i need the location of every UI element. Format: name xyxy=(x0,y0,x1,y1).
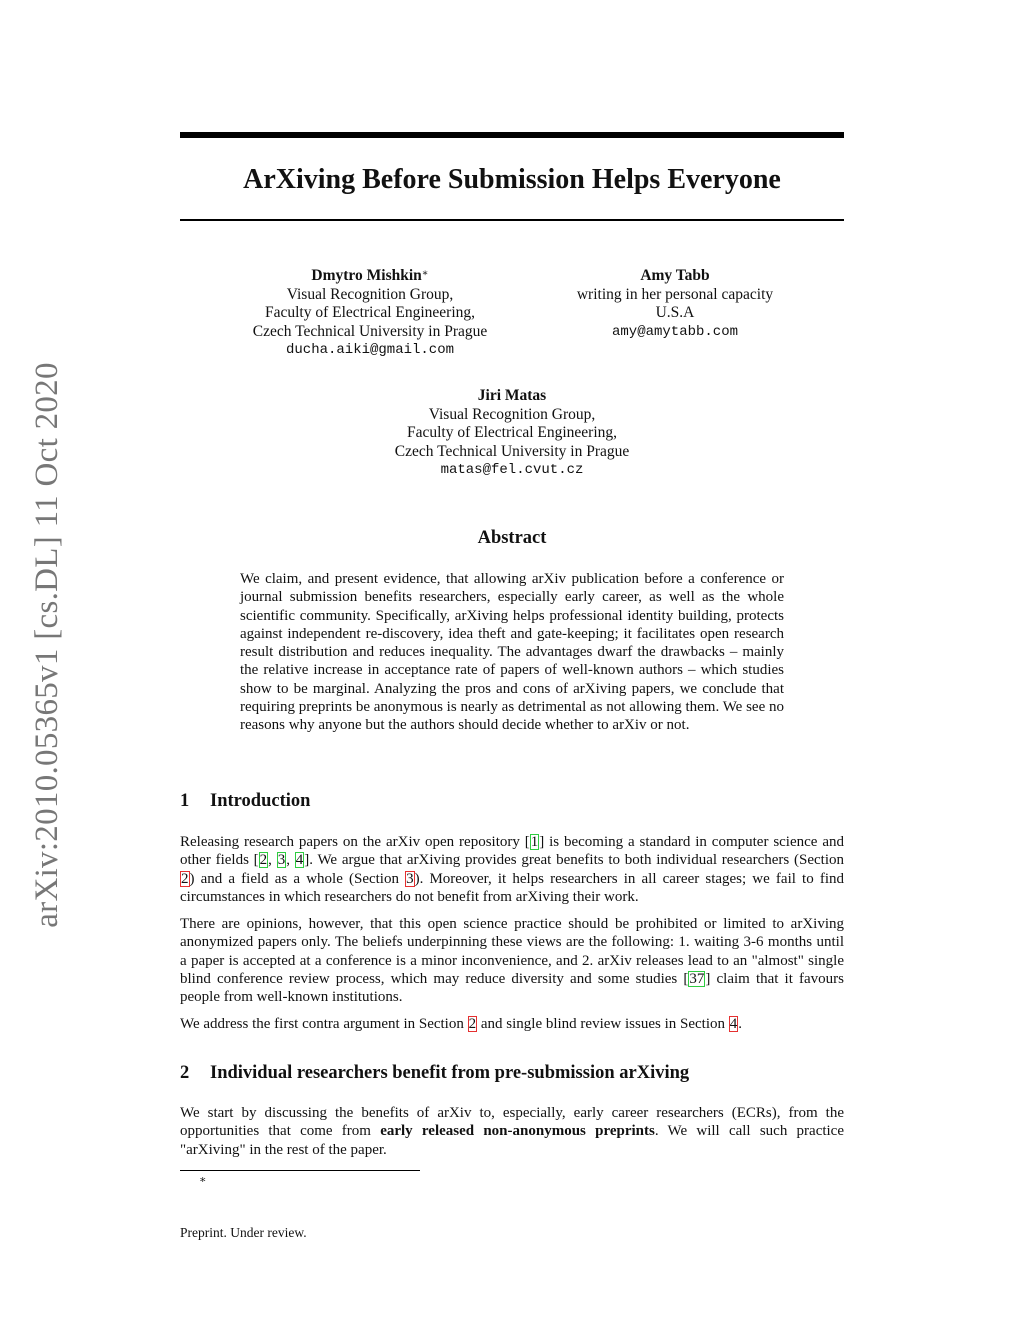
footnote-rule xyxy=(180,1170,420,1171)
section2-paragraph-1: We start by discussing the benefits of arXiv to, especially, early career researchers (ECRs), from the opportunities that come from early released non-anonymous preprints. We will call such practice "arXiving" in the rest of the paper. xyxy=(180,1105,844,1158)
author-email: matas@fel.cvut.cz xyxy=(440,462,584,478)
section-reference-link[interactable]: 2 xyxy=(181,870,189,887)
citation-link[interactable]: 37 xyxy=(689,970,705,987)
author-affiliation-line: Czech Technical University in Prague xyxy=(252,322,488,340)
intro-paragraph-1: Releasing research papers on the arXiv open repository [1] is becoming a standard in computer science and other fields [2, 3, 4]. We argue that arXiving provides great benefits to both individual researchers (Section 2) and a field as a whole (Section 3). Moreover, it helps researchers in all career stages; we fail to find circumstances in which researchers do not benefit from arXiving their work. xyxy=(180,834,845,905)
abstract-heading: Abstract xyxy=(477,528,547,548)
author-affiliation-line: writing in her personal capacity xyxy=(576,285,774,303)
author-affiliation-line: U.S.A xyxy=(655,304,695,321)
author-name: Jiri Matas xyxy=(477,387,547,404)
section-reference-link[interactable]: 2 xyxy=(468,1016,477,1032)
section-number: 1 xyxy=(180,791,190,811)
citation-link[interactable]: 1 xyxy=(530,834,539,850)
title-bottom-rule xyxy=(180,219,844,221)
author-email: ducha.aiki@gmail.com xyxy=(285,342,455,358)
arxiv-side-identifier: arXiv:2010.05365v1 [cs.DL] 11 Oct 2020 xyxy=(29,362,65,928)
intro-paragraph-2: There are opinions, however, that this open science practice should be prohibited or limited to arXiving anonymized papers only. The beliefs underpinning these views are the following: 1. waiting 3-6 months until a paper is accepted at a conference is a minor inconvenience, and 2. arXiv releases lead to an "almost" single blind conference review process, which may reduce diversity and some studies [37] claim that it favours people from well-known institutions. xyxy=(180,916,844,1006)
author-block-mishkin xyxy=(230,267,510,360)
author-affiliation-line: Faculty of Electrical Engineering, xyxy=(406,424,618,441)
author-footnote-mark: ∗ xyxy=(421,268,429,279)
author-block-tabb xyxy=(540,267,810,341)
author-affiliation-line: Visual Recognition Group, xyxy=(428,405,596,423)
section-number: 2 xyxy=(180,1063,190,1083)
citation-link[interactable]: 3 xyxy=(277,852,286,869)
intro-paragraph-3: We address the first contra argument in Section 2 and single blind review issues in Section 4. xyxy=(180,1016,742,1032)
citation-link[interactable]: 4 xyxy=(295,852,304,869)
author-affiliation-line: Faculty of Electrical Engineering, xyxy=(264,304,476,321)
section-title: Individual researchers benefit from pre-submission arXiving xyxy=(210,1063,690,1083)
section-reference-link[interactable]: 3 xyxy=(406,870,414,887)
author-affiliation-line: Czech Technical University in Prague xyxy=(394,442,630,460)
author-name: Amy Tabb xyxy=(640,267,710,284)
preprint-footer: Preprint. Under review. xyxy=(180,1225,307,1240)
paper-title: ArXiving Before Submission Helps Everyone xyxy=(243,164,781,195)
section-heading-individual-researchers xyxy=(180,1061,844,1085)
section-title: Introduction xyxy=(210,791,311,811)
footnote-mark: ∗ xyxy=(199,1174,207,1186)
emphasis-text: early released non-anonymous preprints xyxy=(380,1123,655,1140)
section-heading-introduction xyxy=(180,789,844,813)
title-top-rule xyxy=(180,132,844,138)
section-reference-link[interactable]: 4 xyxy=(729,1016,738,1032)
author-email: amy@amytabb.com xyxy=(611,323,739,340)
abstract-text: We claim, and present evidence, that allowing arXiv publication before a conference or journal submission benefits researchers, especially early career, as well as the whole scientific community. Specifically, arXiving helps professional identity building, protects against independent re-discovery, idea theft and gate-keeping; it facilitates open research result distribution and reduces inequality. The advantages dwarf the drawbacks – mainly the relative increase in acceptance rate of papers of well-known authors – which studies show to be marginal. Analyzing the pros and cons of arXiving papers, we conclude that requiring preprints be anonymous is nearly as detrimental as not allowing them. We see no reasons why anyone but the authors should decide whether to arXiv or not. xyxy=(240,571,784,734)
citation-link[interactable]: 2 xyxy=(259,852,268,869)
author-block-matas xyxy=(362,387,662,480)
author-name: Dmytro Mishkin xyxy=(311,267,422,284)
author-affiliation-line: Visual Recognition Group, xyxy=(286,285,454,303)
